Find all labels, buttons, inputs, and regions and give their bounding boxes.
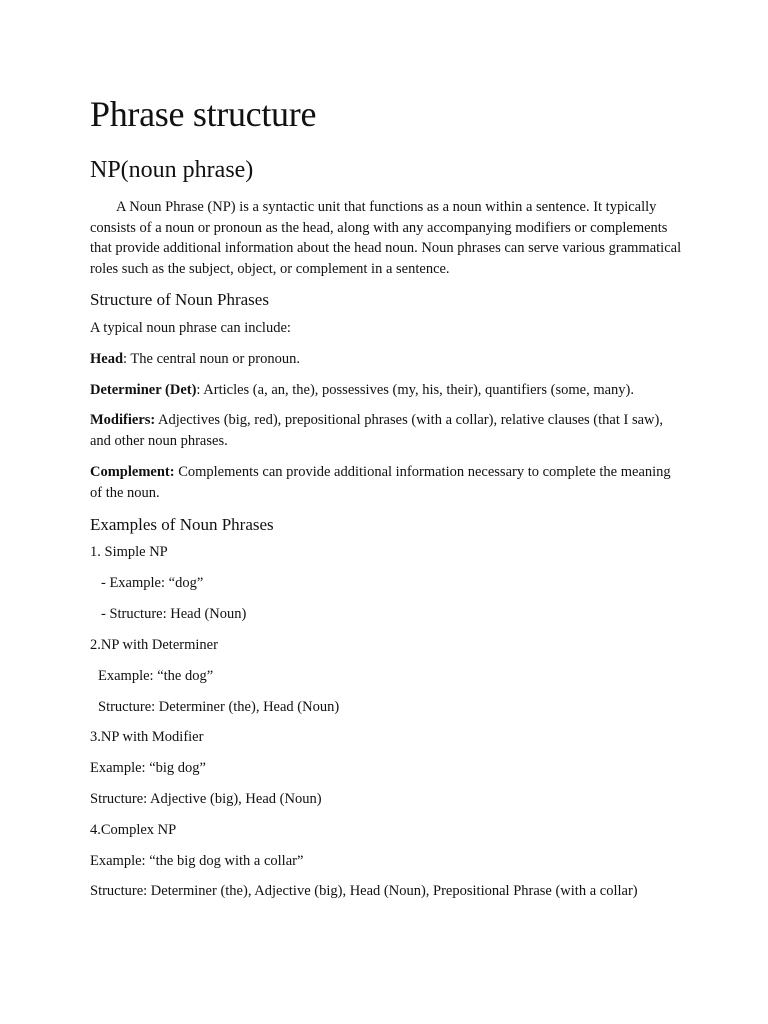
structure-heading: Structure of Noun Phrases xyxy=(90,290,269,309)
example-line: Structure: Determiner (the), Adjective (big), Head (Noun), Prepositional Phrase (with a collar) xyxy=(90,883,638,899)
examples-heading: Examples of Noun Phrases xyxy=(90,515,274,534)
structure-lead: A typical noun phrase can include: xyxy=(90,320,291,336)
term-description: Complements can provide additional information necessary to complete the meaning of the noun. xyxy=(90,464,671,501)
example-line: 1. Simple NP xyxy=(90,544,168,560)
intro-paragraph: A Noun Phrase (NP) is a syntactic unit that functions as a noun within a sentence. It typically consists of a noun or pronoun as the head, along with any accompanying modifiers or complements that provide additional information about the head noun. Noun phrases can serve various grammatical roles such as the subject, object, or complement in a sentence. xyxy=(90,199,682,278)
example-line: Example: “the dog” xyxy=(98,668,214,684)
term-label: Head xyxy=(90,351,124,367)
example-line: 4.Complex NP xyxy=(90,822,177,838)
section-heading: NP(noun phrase) xyxy=(90,157,254,183)
term-label: Complement: xyxy=(90,464,175,480)
structure-item-modifiers xyxy=(90,410,685,451)
term-label: Modifiers: xyxy=(90,412,156,428)
example-line: - Example: “dog” xyxy=(101,575,204,591)
term-description: Adjectives (big, red), prepositional phrases (with a collar), relative clauses (that I saw), and other noun phrases. xyxy=(90,412,663,449)
example-line: Example: “big dog” xyxy=(90,760,206,776)
structure-item-head xyxy=(90,349,300,370)
structure-item-complement xyxy=(90,462,685,503)
example-line: 2.NP with Determiner xyxy=(90,637,218,653)
example-line: Example: “the big dog with a collar” xyxy=(90,853,304,869)
term-description: : The central noun or pronoun. xyxy=(123,351,300,367)
example-line: - Structure: Head (Noun) xyxy=(101,606,247,622)
example-line: Structure: Adjective (big), Head (Noun) xyxy=(90,791,322,807)
structure-item-determiner xyxy=(90,380,634,401)
term-label: Determiner (Det) xyxy=(90,382,197,398)
example-line: 3.NP with Modifier xyxy=(90,729,204,745)
page-title: Phrase structure xyxy=(90,94,317,134)
term-description: : Articles (a, an, the), possessives (my, his, their), quantifiers (some, many). xyxy=(196,382,635,398)
example-line: Structure: Determiner (the), Head (Noun) xyxy=(98,699,340,715)
